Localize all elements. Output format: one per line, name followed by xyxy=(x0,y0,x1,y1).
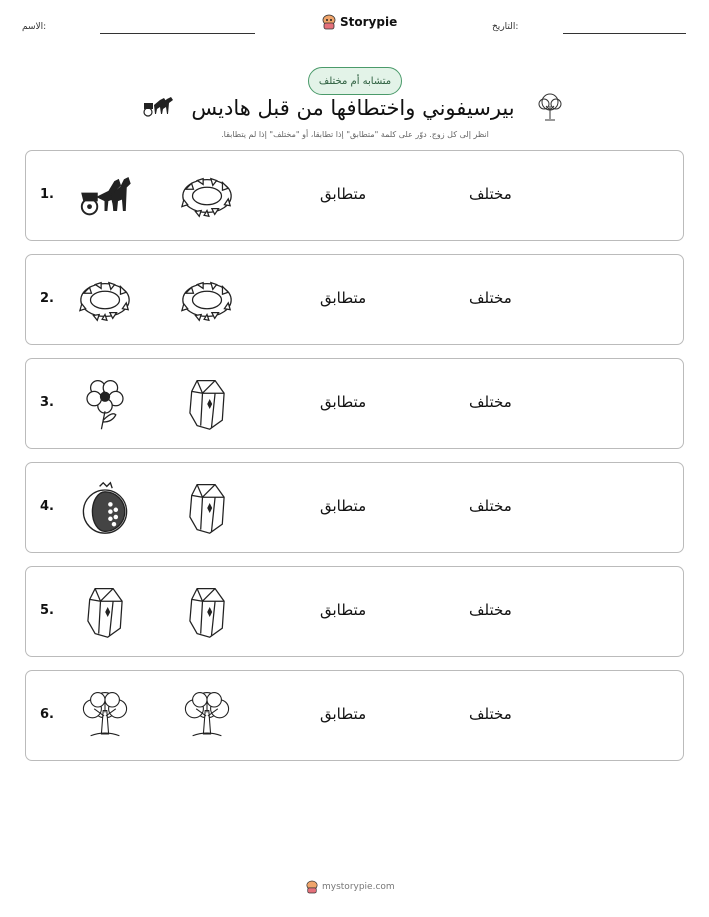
question-row xyxy=(25,358,684,449)
name-line[interactable] xyxy=(100,33,255,34)
brand-logo xyxy=(322,14,397,30)
question-number: 4. xyxy=(40,499,54,514)
tree-icon xyxy=(76,689,134,743)
wreath-icon xyxy=(76,273,134,327)
footer-url[interactable]: mystorypie.com xyxy=(322,882,395,892)
question-number: 1. xyxy=(40,187,54,202)
wreath-icon xyxy=(178,273,236,327)
option-different[interactable]: مختلف xyxy=(469,393,512,411)
storypie-logo-icon xyxy=(322,14,336,30)
flower-icon xyxy=(76,377,134,431)
footer xyxy=(306,880,395,894)
crystal-icon xyxy=(76,585,134,639)
question-row xyxy=(25,566,684,657)
crystal-icon xyxy=(178,377,236,431)
chariot-icon xyxy=(142,94,174,118)
date-label: التاريخ: xyxy=(492,22,519,32)
crystal-icon xyxy=(178,481,236,535)
question-number: 3. xyxy=(40,395,54,410)
pomegranate-icon xyxy=(76,481,134,535)
option-different[interactable]: مختلف xyxy=(469,601,512,619)
option-different[interactable]: مختلف xyxy=(469,185,512,203)
question-number: 6. xyxy=(40,707,54,722)
question-row xyxy=(25,670,684,761)
option-different[interactable]: مختلف xyxy=(469,289,512,307)
date-line[interactable] xyxy=(563,33,686,34)
tree-icon xyxy=(178,689,236,743)
option-same[interactable]: متطابق xyxy=(320,601,367,619)
storypie-logo-icon xyxy=(306,880,318,894)
option-same[interactable]: متطابق xyxy=(320,289,367,307)
question-row xyxy=(25,254,684,345)
question-number: 5. xyxy=(40,603,54,618)
option-same[interactable]: متطابق xyxy=(320,705,367,723)
activity-badge: متشابه أم مختلف xyxy=(308,67,402,95)
question-number: 2. xyxy=(40,291,54,306)
crystal-icon xyxy=(178,585,236,639)
tree-icon xyxy=(536,92,564,122)
wreath-icon xyxy=(178,169,236,223)
name-label: الاسم: xyxy=(22,22,47,32)
option-different[interactable]: مختلف xyxy=(469,705,512,723)
chariot-icon xyxy=(76,169,134,223)
option-same[interactable]: متطابق xyxy=(320,393,367,411)
option-same[interactable]: متطابق xyxy=(320,185,367,203)
option-different[interactable]: مختلف xyxy=(469,497,512,515)
option-same[interactable]: متطابق xyxy=(320,497,367,515)
page-title: بيرسيفوني واختطافها من قبل هاديس xyxy=(191,96,515,120)
instructions: انظر إلى كل زوج. دوّر على كلمة "متطابق" إذا تطابقا، أو "مختلف" إذا لم يتطابقا. xyxy=(221,130,489,139)
brand-name: Storypie xyxy=(340,15,398,29)
question-row xyxy=(25,462,684,553)
question-row xyxy=(25,150,684,241)
